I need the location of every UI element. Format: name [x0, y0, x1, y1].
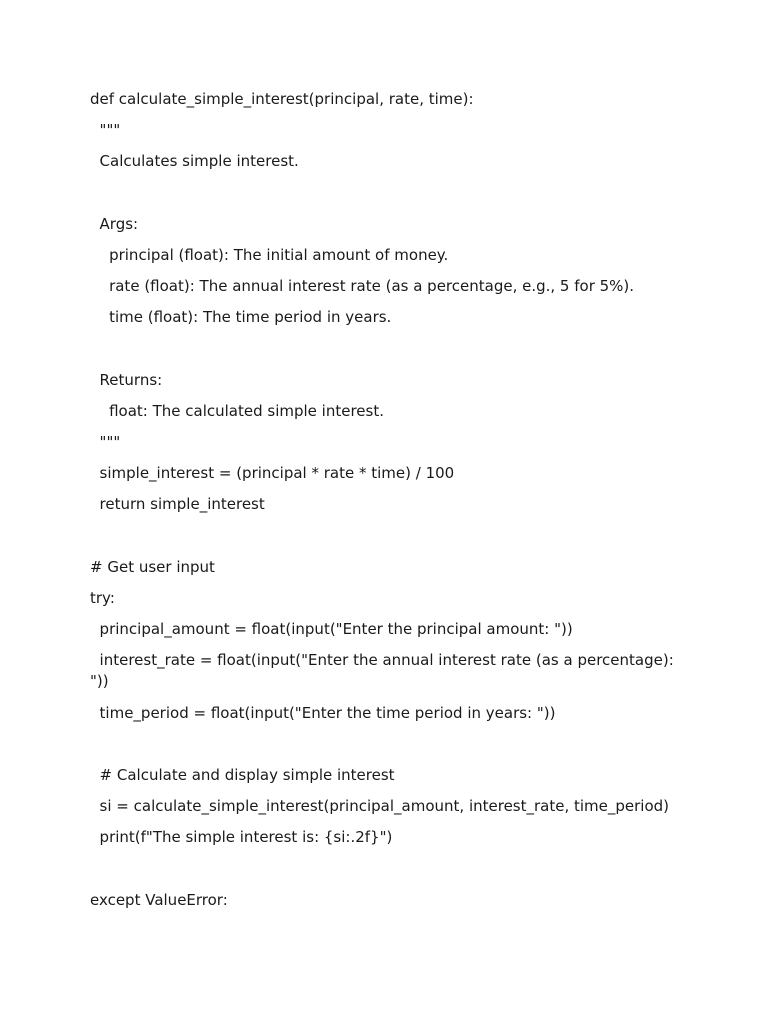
code-line: def calculate_simple_interest(principal, rate, time):: [90, 90, 474, 108]
code-line: time (float): The time period in years.: [90, 308, 392, 327]
code-line: [90, 183, 690, 204]
code-line: # Calculate and display simple interest: [90, 765, 395, 784]
code-line: interest_rate = float(input("Enter the annual interest rate (as a percentage): ")): [90, 651, 679, 691]
code-line: print(f"The simple interest is: {si:.2f}"): [90, 828, 393, 847]
code-line: [90, 526, 690, 547]
code-line: principal (float): The initial amount of money.: [90, 245, 449, 264]
code-line: except ValueError:: [90, 890, 228, 909]
code-line: rate (float): The annual interest rate (as a percentage, e.g., 5 for 5%).: [90, 277, 635, 296]
code-line: Returns:: [90, 370, 163, 389]
code-line: si = calculate_simple_interest(principal_amount, interest_rate, time_period): [90, 797, 670, 816]
code-block: [90, 89, 690, 921]
code-line: Args:: [90, 214, 139, 233]
code-line: principal_amount = float(input("Enter the principal amount: ")): [90, 620, 573, 639]
code-line: [90, 339, 690, 360]
code-line: simple_interest = (principal * rate * time) / 100: [90, 464, 455, 483]
code-line: time_period = float(input("Enter the time period in years: ")): [90, 703, 556, 722]
code-line: Calculates simple interest.: [90, 152, 299, 171]
code-line: """: [90, 433, 121, 452]
code-line: float: The calculated simple interest.: [90, 401, 384, 420]
code-line: try:: [90, 589, 115, 607]
code-line: # Get user input: [90, 557, 215, 576]
code-line: return simple_interest: [90, 495, 265, 514]
code-line: [90, 734, 690, 755]
code-line: [90, 859, 690, 880]
code-line: """: [90, 121, 121, 140]
